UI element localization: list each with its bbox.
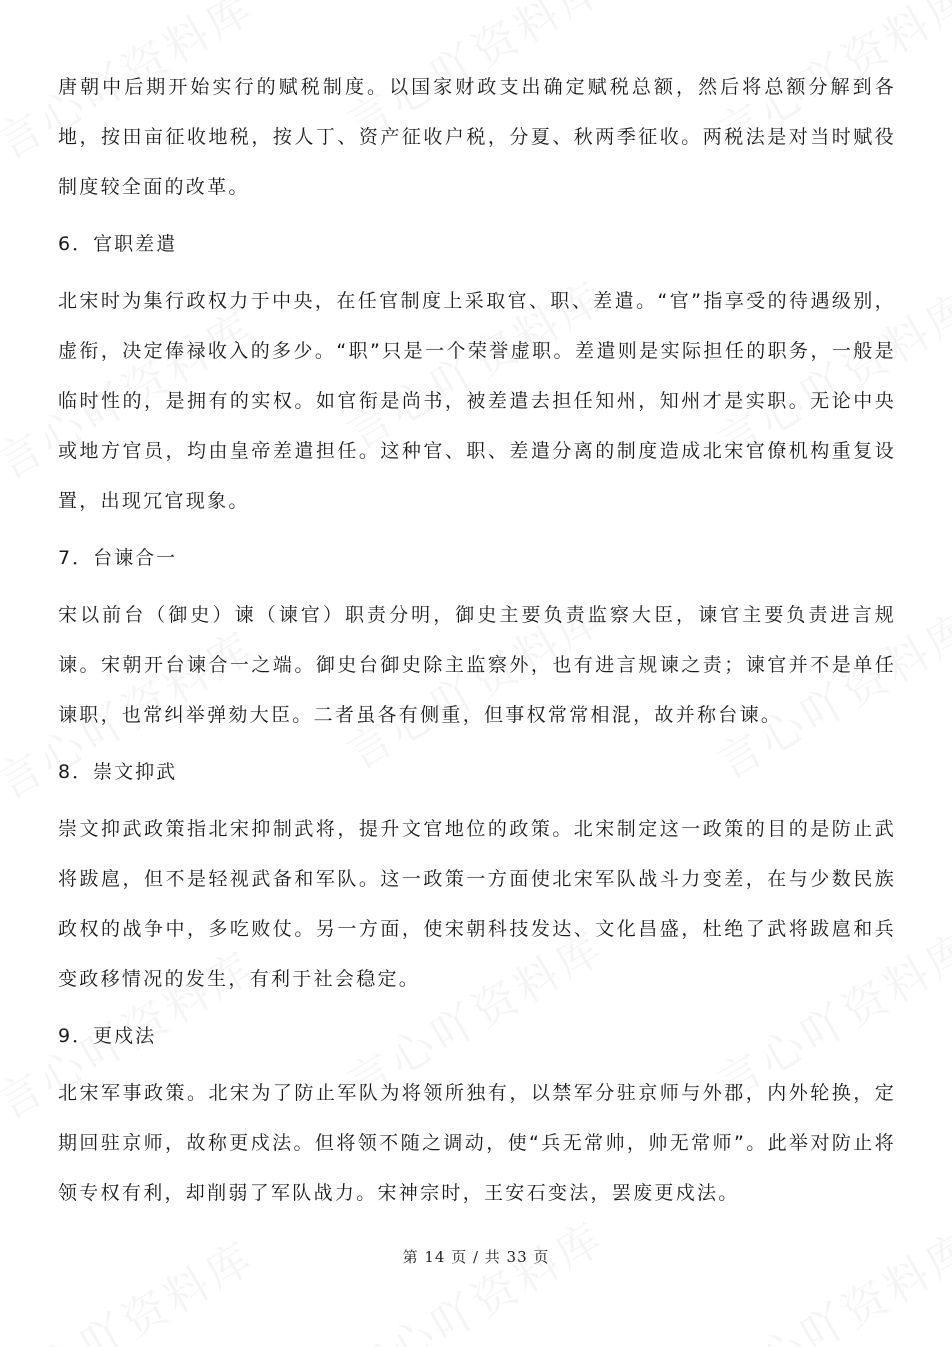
watermark: [703, 1212, 952, 1347]
section-body: 北宋军事政策。北宋为了防止军队为将领所独有，以禁军分驻京师与外郡，内外轮换，定期回驻京师，故称更戍法。但将领不随之调动，使“兵无常帅，帅无常师”。此举对防止将领专权有利，却削弱了军队战力。宋神宗时，王安石变法，罢废更戍法。: [58, 1082, 896, 1204]
section-heading: 8．崇文抑武: [58, 761, 178, 783]
section-heading: 7．台谏合一: [58, 547, 178, 569]
section-body: 北宋时为集行政权力于中央，在任官制度上采取官、职、差遣。“官”指享受的待遇级别，虚衔，决定俸禄收入的多少。“职”只是一个荣誉虚职。差遣则是实际担任的职务，一般是临时性的，是拥有的实权。如官衔是尚书，被差遣去担任知州，知州才是实职。无论中央或地方官员，均由皇帝差遣担任。这种官、职、差遣分离的制度造成北宋官僚机构重复设置，出现冗官现象。: [58, 290, 896, 512]
section-heading: 9．更戍法: [58, 1025, 157, 1047]
watermark: [0, 1222, 265, 1347]
section-body: 宋以前台（御史）谏（谏官）职责分明，御史主要负责监察大臣，谏官主要负责进言规谏。宋朝开台谏合一之端。御史台御史除主监察外，也有进言规谏之责；谏官并不是单任谏职，也常纠举弹劾大臣。二者虽各有侧重，但事权常常相混，故并称台谏。: [58, 604, 896, 726]
page-number-footer: 第 14 页 / 共 33 页: [402, 1248, 550, 1266]
section-7: [58, 529, 896, 740]
watermark: [333, 1202, 614, 1347]
section-8: [58, 743, 896, 1004]
section-body: 崇文抑武政策指北宋抑制武将，提升文官地位的政策。北宋制定这一政策的目的是防止武将跋扈，但不是轻视武备和军队。这一政策一方面使北宋军队战斗力变差，在与少数民族政权的战争中，多吃败仗。另一方面，使宋朝科技发达、文化昌盛，杜绝了武将跋扈和兵变政移情况的发生，有利于社会稳定。: [58, 818, 896, 990]
section-heading: 6．官职差遣: [58, 233, 178, 255]
document-body: [58, 62, 896, 1218]
section-6: [58, 215, 896, 526]
section-9: [58, 1007, 896, 1218]
intro-paragraph: 唐朝中后期开始实行的赋税制度。以国家财政支出确定赋税总额，然后将总额分解到各地，按田亩征收地税，按人丁、资产征收户税，分夏、秋两季征收。两税法是对当时赋役制度较全面的改革。: [58, 76, 896, 198]
